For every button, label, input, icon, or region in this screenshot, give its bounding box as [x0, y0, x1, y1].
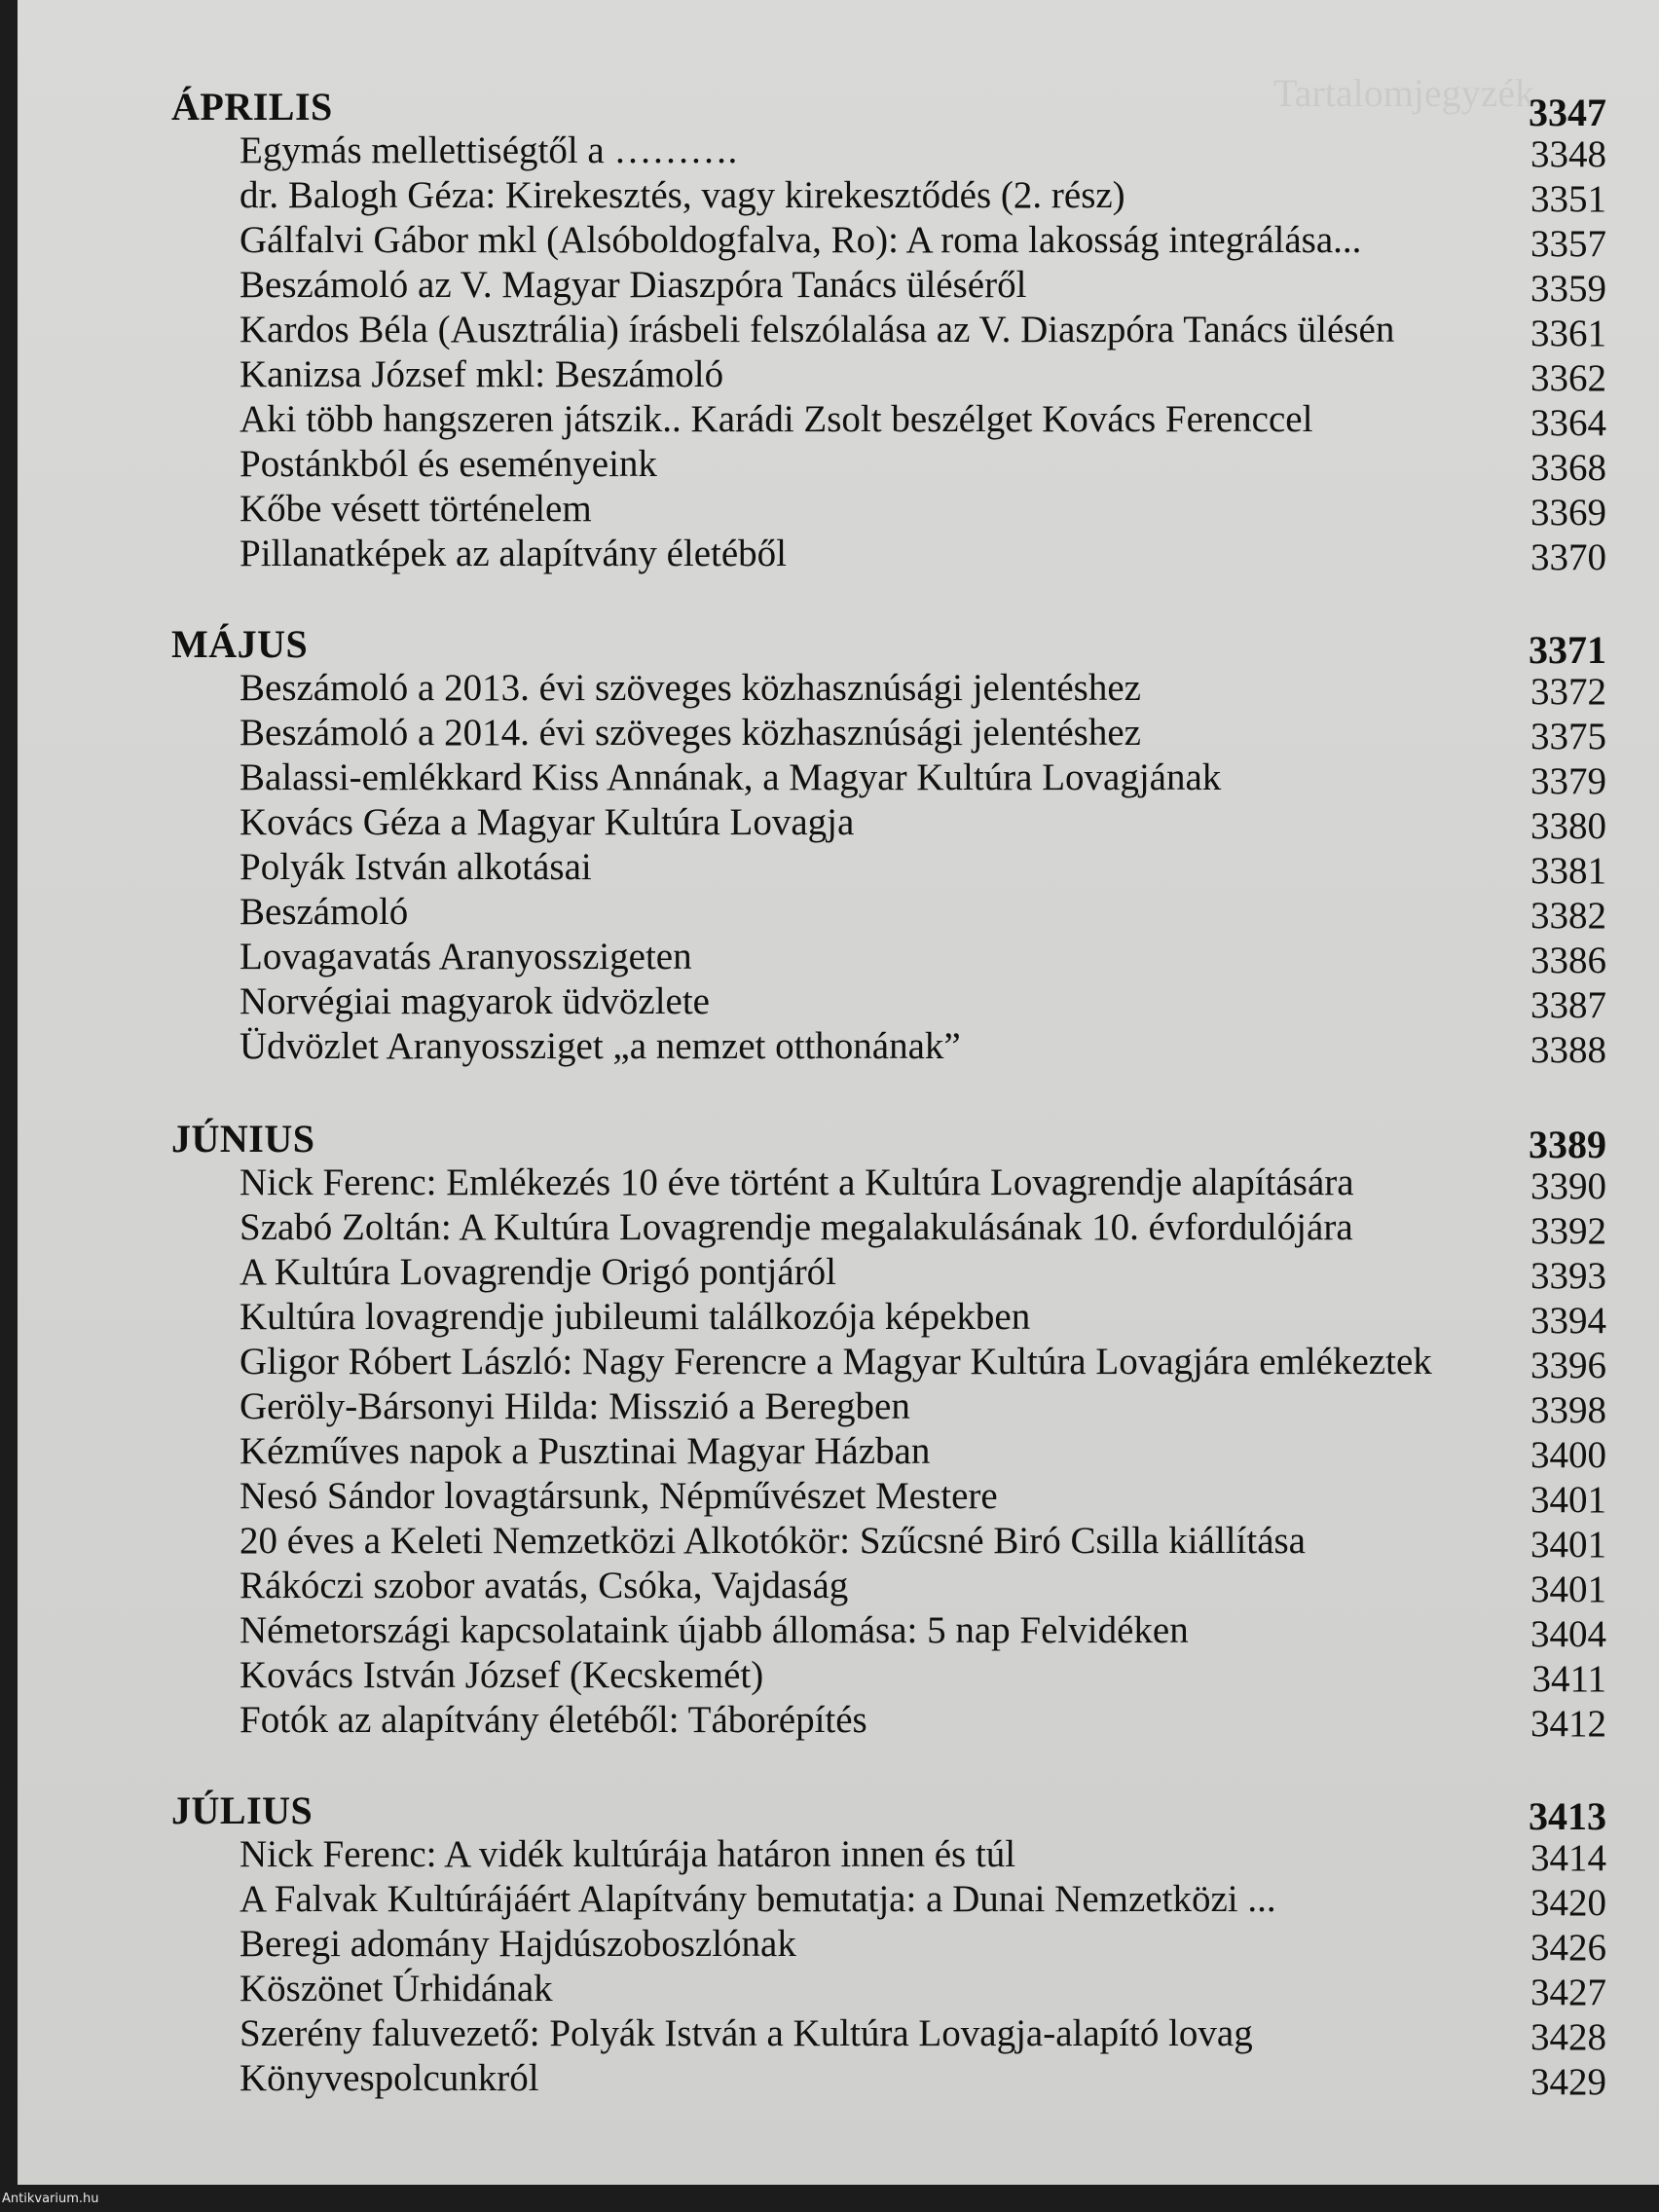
entry-title: 20 éves a Keleti Nemzetközi Alkotókör: Szűcsné Biró Csilla kiállítása [240, 1520, 1306, 1562]
toc-entry [18, 1832, 1659, 1877]
entry-page-number: 3386 [1530, 940, 1606, 981]
entry-page-number: 3369 [1530, 492, 1606, 534]
toc-entry [18, 487, 1659, 532]
toc-entry [18, 1161, 1659, 1205]
toc-entry [18, 1474, 1659, 1519]
toc-entry [18, 1205, 1659, 1250]
section-heading: JÚNIUS [171, 1117, 315, 1161]
toc-entry [18, 129, 1659, 173]
toc-entry [18, 2011, 1659, 2056]
entry-page-number: 3394 [1530, 1300, 1606, 1342]
entry-title: Köszönet Úrhidának [240, 1968, 553, 2009]
entry-page-number: 3362 [1530, 357, 1606, 399]
toc-entry [18, 1967, 1659, 2011]
entry-page-number: 3359 [1530, 268, 1606, 310]
entry-page-number: 3420 [1530, 1882, 1606, 1924]
toc-entry [18, 1564, 1659, 1608]
entry-page-number: 3351 [1530, 178, 1606, 220]
toc-entry [18, 1250, 1659, 1295]
toc-entry [18, 845, 1659, 890]
entry-title: dr. Balogh Géza: Kirekesztés, vagy kirekesztődés (2. rész) [240, 174, 1125, 216]
section-page-number: 3347 [1529, 91, 1606, 134]
entry-title: Lovagavatás Aranyosszigeten [240, 936, 692, 977]
entry-page-number: 3396 [1530, 1345, 1606, 1386]
entry-page-number: 3414 [1530, 1837, 1606, 1879]
entry-title: A Kultúra Lovagrendje Origó pontjáról [240, 1251, 837, 1293]
toc-entry [18, 800, 1659, 845]
bleed-through-heading: Tartalomjegyzék [1273, 71, 1535, 115]
entry-page-number: 3428 [1530, 2016, 1606, 2058]
entry-title: Németországi kapcsolataink újabb állomása: 5 nap Felvidéken [240, 1609, 1189, 1651]
toc-entry [18, 263, 1659, 308]
toc-entry [18, 1024, 1659, 1069]
toc-entry [18, 890, 1659, 935]
entry-title: Szabó Zoltán: A Kultúra Lovagrendje megalakulásának 10. évfordulójára [240, 1206, 1353, 1248]
toc-entry [18, 1384, 1659, 1429]
entry-page-number: 3401 [1530, 1568, 1606, 1610]
entry-page-number: 3427 [1530, 1972, 1606, 2013]
entry-title: Kovács István József (Kecskemét) [240, 1654, 764, 1696]
toc-entry [18, 218, 1659, 263]
entry-page-number: 3393 [1530, 1255, 1606, 1297]
entry-title: Üdvözlet Aranyossziget „a nemzet otthonának” [240, 1025, 961, 1067]
entry-page-number: 3348 [1530, 133, 1606, 175]
entry-page-number: 3387 [1530, 984, 1606, 1026]
toc-entry [18, 666, 1659, 711]
toc-entry [18, 1429, 1659, 1474]
entry-title: Nick Ferenc: Emlékezés 10 éve történt a Kultúra Lovagrendje alapítására [240, 1161, 1354, 1203]
entry-page-number: 3380 [1530, 805, 1606, 847]
entry-page-number: 3398 [1530, 1389, 1606, 1431]
toc-entry [18, 711, 1659, 756]
entry-title: Beszámoló a 2013. évi szöveges közhasznúsági jelentéshez [240, 667, 1141, 709]
section-page-number: 3389 [1529, 1123, 1606, 1166]
toc-entry [18, 756, 1659, 800]
entry-title: Norvégiai magyarok üdvözlete [240, 980, 710, 1022]
entry-title: Beszámoló [240, 891, 409, 933]
section-heading: ÁPRILIS [171, 85, 333, 129]
entry-page-number: 3411 [1531, 1658, 1606, 1700]
entry-title: Gálfalvi Gábor mkl (Alsóboldogfalva, Ro): A roma lakosság integrálása... [240, 219, 1362, 261]
entry-title: Kultúra lovagrendje jubileumi találkozója képekben [240, 1296, 1031, 1338]
entry-title: Aki több hangszeren játszik.. Karádi Zsolt beszélget Kovács Ferenccel [240, 398, 1313, 440]
entry-title: Beregi adomány Hajdúszoboszlónak [240, 1923, 796, 1965]
entry-title: Beszámoló az V. Magyar Diaszpóra Tanács üléséről [240, 264, 1027, 306]
toc-entry [18, 2056, 1659, 2101]
entry-title: Rákóczi szobor avatás, Csóka, Vajdaság [240, 1565, 849, 1606]
entry-title: Polyák István alkotásai [240, 846, 592, 888]
entry-title: Kovács Géza a Magyar Kultúra Lovagja [240, 801, 855, 843]
section-page-number: 3371 [1529, 628, 1606, 672]
entry-page-number: 3426 [1530, 1927, 1606, 1969]
section-page-number: 3413 [1529, 1794, 1606, 1838]
document-page [18, 0, 1659, 2185]
entry-title: Geröly-Bársonyi Hilda: Misszió a Beregben [240, 1385, 910, 1427]
entry-page-number: 3368 [1530, 447, 1606, 489]
entry-title: Beszámoló a 2014. évi szöveges közhasznúsági jelentéshez [240, 712, 1141, 754]
section-heading: MÁJUS [171, 622, 309, 666]
entry-title: Balassi-emlékkard Kiss Annának, a Magyar Kultúra Lovagjának [240, 756, 1222, 798]
entry-page-number: 3392 [1530, 1210, 1606, 1252]
watermark: Antikvarium.hu [2, 2192, 99, 2206]
entry-page-number: 3379 [1530, 760, 1606, 802]
entry-page-number: 3381 [1530, 850, 1606, 892]
entry-page-number: 3364 [1530, 402, 1606, 444]
entry-title: Kézműves napok a Pusztinai Magyar Házban [240, 1430, 931, 1472]
toc-entry [18, 1922, 1659, 1967]
entry-title: Kőbe vésett történelem [240, 488, 592, 530]
section-heading: JÚLIUS [171, 1788, 313, 1832]
entry-title: Kanizsa József mkl: Beszámoló [240, 353, 724, 395]
toc-entry [18, 308, 1659, 352]
entry-title: Gligor Róbert László: Nagy Ferencre a Magyar Kultúra Lovagjára emlékeztek [240, 1341, 1432, 1382]
toc-entry [18, 397, 1659, 442]
toc-entry [18, 442, 1659, 487]
toc-entry [18, 1519, 1659, 1564]
entry-page-number: 3382 [1530, 895, 1606, 937]
entry-page-number: 3370 [1530, 536, 1606, 578]
toc-entry [18, 1295, 1659, 1340]
entry-page-number: 3361 [1530, 313, 1606, 354]
entry-title: Pillanatképek az alapítvány életéből [240, 533, 788, 574]
toc-entry [18, 352, 1659, 397]
entry-page-number: 3390 [1530, 1165, 1606, 1207]
toc-entry [18, 1698, 1659, 1743]
entry-title: Könyvespolcunkról [240, 2057, 539, 2099]
entry-title: Szerény faluvezető: Polyák István a Kultúra Lovagja-alapító lovag [240, 2012, 1253, 2054]
entry-page-number: 3357 [1530, 223, 1606, 265]
entry-page-number: 3375 [1530, 716, 1606, 757]
toc-entry [18, 532, 1659, 576]
entry-page-number: 3412 [1530, 1703, 1606, 1745]
entry-title: Egymás mellettiségtől a ………. [240, 129, 738, 171]
entry-page-number: 3404 [1530, 1613, 1606, 1655]
entry-page-number: 3388 [1530, 1029, 1606, 1071]
entry-title: Fotók az alapítvány életéből: Táborépítés [240, 1699, 867, 1741]
entry-page-number: 3400 [1530, 1434, 1606, 1476]
entry-page-number: 3372 [1530, 671, 1606, 713]
entry-title: Postánkból és eseményeink [240, 443, 657, 485]
toc-entry [18, 1608, 1659, 1653]
toc-entry [18, 1877, 1659, 1922]
toc-entry [18, 1653, 1659, 1698]
entry-title: Nick Ferenc: A vidék kultúrája határon innen és túl [240, 1833, 1016, 1875]
entry-title: Kardos Béla (Ausztrália) írásbeli felszólalása az V. Diaszpóra Tanács ülésén [240, 309, 1395, 350]
toc-entry [18, 173, 1659, 218]
entry-page-number: 3429 [1530, 2061, 1606, 2103]
entry-page-number: 3401 [1530, 1524, 1606, 1566]
entry-title: Nesó Sándor lovagtársunk, Népművészet Mestere [240, 1475, 998, 1517]
toc-entry [18, 979, 1659, 1024]
entry-page-number: 3401 [1530, 1479, 1606, 1521]
toc-entry [18, 1340, 1659, 1384]
entry-title: A Falvak Kultúrájáért Alapítvány bemutatja: a Dunai Nemzetközi ... [240, 1878, 1276, 1920]
toc-entry [18, 935, 1659, 979]
